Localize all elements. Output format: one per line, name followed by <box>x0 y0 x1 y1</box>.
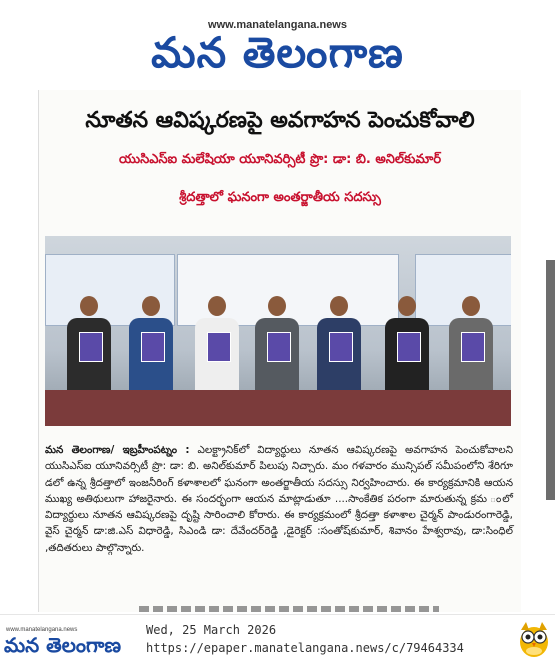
article-body-text: ఎలక్ట్రానిక్‌లో విద్యార్థులు నూతన ఆవిష్కరణపై అవగాహన పెంచుకోవాలని యుసిఎస్ఐ యూనివర్సిటీ ప్రొ: డా: బి. అనిల్‌కుమార్ పిలుపు నిచ్చారు. మం గళవారం మున్సిపల్ సమీపంలోని శేరిగూ డలో ఉన్న శ్రీదత్తాలో ఇంజనీరింగ్ కళాశాలలో ఘనంగా అంతర్జాతీయ సదస్సు నిర్వహించారు. ఈ కార్యక్రమానికి ఆయన ముఖ్య అతిథులుగా హాజరైనారు. ఈ సందర్భంగా ఆయన మాట్లాడుతూ ....సాంకేతిక పరంగా మారుతున్న క్రమ ంలో విద్యార్థులు నూతన ఆవిష్కరణపై దృష్టి సారించాలి కోరారు. ఈ కార్యక్రమంలో శ్రీదత్తా కళాశాల చైర్మన్ పాండురంగారెడ్డి, వైస్ చైర్మన్ డా:జి.ఎస్ విధారెడ్డి, సిఎండి డా: దేవేందర్‌రెడ్డి ,డైరెక్టర్ :సంతోష్‌కుమార్, శివానం హేశ్వరావు, డా:సింధిల్ ,తదితరులు పాల్గొన్నారు. <box>45 444 513 554</box>
photo-stage-table <box>45 390 511 426</box>
photo-person <box>67 296 111 390</box>
photo-person <box>449 296 493 390</box>
photo-person <box>317 296 361 390</box>
article-clipping <box>38 90 521 612</box>
photo-person <box>385 296 429 390</box>
owl-mascot-icon <box>517 620 551 658</box>
article-subheadline-2: శ్రీదత్తాలో ఘనంగా అంతర్జాతీయ సదస్సు <box>179 190 381 205</box>
masthead-url: www.manatelangana.news <box>208 19 347 31</box>
photo-person <box>195 296 239 390</box>
article-headline: నూతన ఆవిష్కరణపై అవగాహన పెంచుకోవాలి <box>85 108 475 133</box>
article-subheadline-1: యుసిఎస్ఐ మలేషియా యూనివర్సిటీ ప్రొ: డా: బి. అనిల్‌కుమార్ <box>118 152 442 167</box>
footer-date: Wed, 25 March 2026 <box>146 623 277 637</box>
next-headline-cut <box>139 606 439 612</box>
masthead-title: మన తెలంగాణ <box>151 28 404 77</box>
photo-person <box>255 296 299 390</box>
footer-logo: మన తెలంగాణ <box>4 633 121 657</box>
footer-site-url: www.manatelangana.news <box>6 627 78 633</box>
article-body <box>45 442 513 556</box>
footer <box>0 614 555 661</box>
event-photo <box>45 236 511 426</box>
footer-link[interactable]: https://epaper.manatelangana.news/c/79464334 <box>146 641 464 655</box>
article-dateline: మన తెలంగాణ/ ఇబ్రహీంపట్నం : <box>45 444 190 456</box>
photo-person <box>129 296 173 390</box>
adjacent-column-edge <box>546 260 555 500</box>
masthead <box>0 0 555 86</box>
